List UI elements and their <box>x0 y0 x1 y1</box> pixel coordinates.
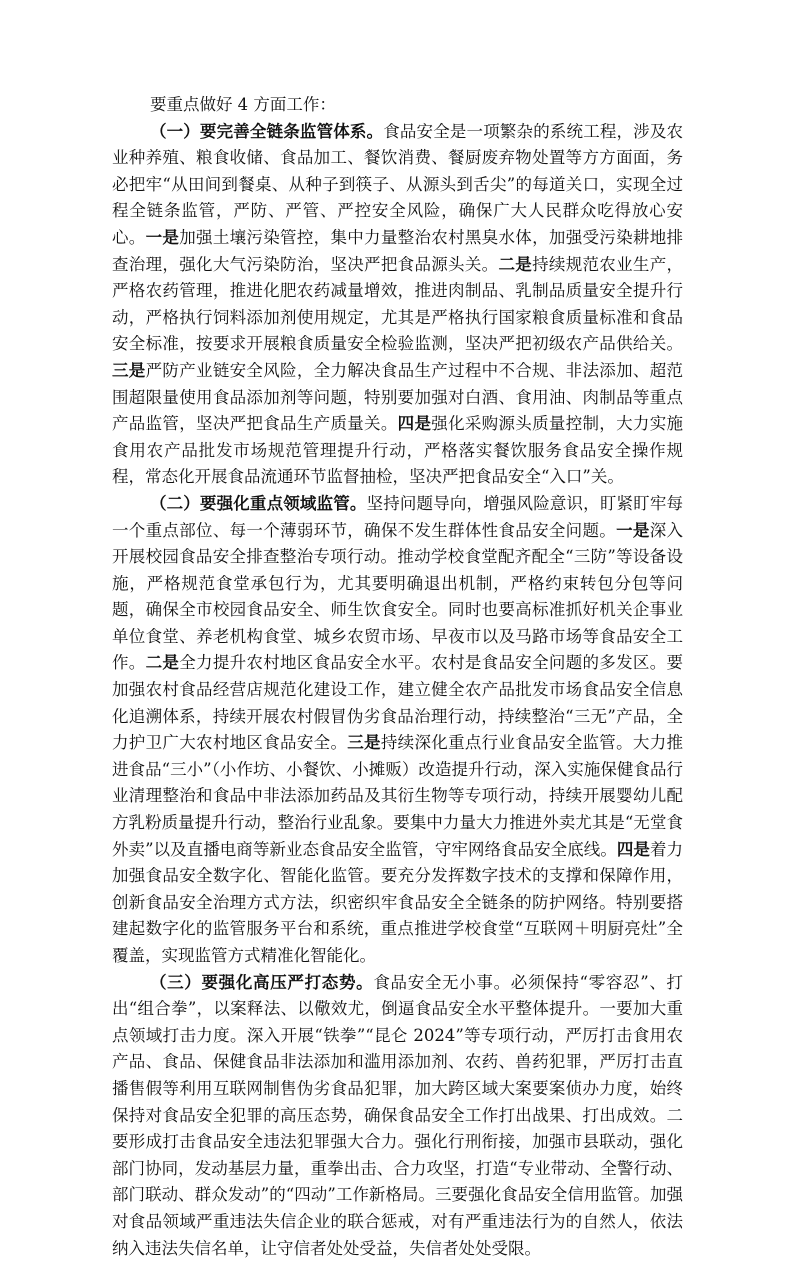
section-2-point-4-label: 四是 <box>616 839 650 859</box>
section-1-heading: （一）要完善全链条监管体系。 <box>149 121 384 141</box>
section-1-paragraph <box>112 119 683 491</box>
section-2-point-4-text: 着力加强食品安全数字化、智能化监管。要充分发挥数字技术的支撑和保障作用，创新食品安全治理方式方法，织密织牢食品安全全链条的防护网络。特别要搭建起数字化的监管服务平台和系统，重点推进学校食堂“互联网＋明厨亮灶”全覆盖，实现监管方式精准化智能化。 <box>112 839 684 965</box>
section-3-text: 食品安全无小事。必须保持“零容忍”、打出“组合拳”，以案释法、以儆效尤，倒逼食品安全水平整体提升。一要加大重点领域打击力度。深入开展“铁拳”“昆仑 2024”等专项行动，严厉打击食用农产品、食品、保健食品非法添加和滥用添加剂、农药、兽药犯罪，严厉打击直播售假等利用互联网制售伪劣食品犯罪，加大跨区域大案要案侦办力度，始终保持对食品安全犯罪的高压态势，确保食品安全工作打出战果、打出成效。二要形成打击食品安全违法犯罪强大合力。强化行刑衔接，加强市县联动，强化部门协同，发动基层力量，重拳出击、合力攻坚，打造“专业带动、全警行动、部门联动、群众发动”的“四动”工作新格局。三要强化食品安全信用监管。加强对食品领域严重违法失信企业的联合惩戒，对有严重违法行为的自然人，依法纳入违法失信名单，让守信者处处受益，失信者处处受限。 <box>112 972 684 1258</box>
section-2-paragraph <box>112 491 683 970</box>
section-3-heading: （三）要强化高压严打态势。 <box>149 972 374 992</box>
section-2-point-1-label: 一是 <box>616 520 650 540</box>
section-2-point-2-text: 全力提升农村地区食品安全水平。农村是食品安全问题的多发区。要加强农村食品经营店规范化建设工作，建立健全农产品批发市场食品安全信息化追溯体系，持续开展农村假冒伪劣食品治理行动，持续整治“三无”产品，全力护卫广大农村地区食品安全。 <box>112 653 684 753</box>
section-2-point-2-label: 二是 <box>145 653 180 673</box>
section-1-point-2-label: 二是 <box>498 254 533 274</box>
section-2-heading: （二）要强化重点领域监管。 <box>149 493 367 513</box>
section-1-point-4-label: 四是 <box>397 414 432 434</box>
section-1-point-3-label: 三是 <box>112 360 146 380</box>
section-1-point-1-text: 加强土壤污染管控，集中力量整治农村黑臭水体，加强受污染耕地排查治理，强化大气污染防治，坚决严把食品源头关。 <box>112 227 684 274</box>
section-2-point-3-text: 持续深化重点行业食品安全监管。大力推进食品“三小”（小作坊、小餐饮、小摊贩）改造提升行动，深入实施保健食品行业清理整治和食品中非法添加药品及其衍生物等专项行动，持续开展婴幼儿配方乳粉质量提升行动，整治行业乱象。要集中力量大力推进外卖尤其是“无堂食外卖”以及直播电商等新业态食品安全监管，守牢网络食品安全底线。 <box>112 733 684 859</box>
section-2-point-3-label: 三是 <box>347 733 381 753</box>
section-1-point-4-text: 强化采购源头质量控制，大力实施食用农产品批发市场规范管理提升行动，严格落实餐饮服务食品安全操作规程，常态化开展食品流通环节监督抽检，坚决严把食品安全“入口”关。 <box>112 414 684 487</box>
section-2-text: 坚持问题导向，增强风险意识，盯紧盯牢每一个重点部位、每一个薄弱环节，确保不发生群体性食品安全问题。 <box>112 493 684 540</box>
intro-line: 要重点做好 4 方面工作： <box>149 95 336 114</box>
section-1-text: 食品安全是一项繁杂的系统工程，涉及农业种养殖、粮食收储、食品加工、餐饮消费、餐厨废弃物处置等方方面面，务必把牢“从田间到餐桌、从种子到筷子、从源头到舌尖”的每道关口，实现全过程全链条监管，严防、严管、严控安全风险，确保广大人民群众吃得放心安心。 <box>112 121 684 247</box>
section-2-point-1-text: 深入开展校园食品安全排查整治专项行动。推动学校食堂配齐配全“三防”等设备设施，严格规范食堂承包行为，尤其要明确退出机制，严格约束转包分包等问题，确保全市校园食品安全、师生饮食安全。同时也要高标准抓好机关企事业单位食堂、养老机构食堂、城乡农贸市场、早夜市以及马路市场等食品安全工作。 <box>112 520 684 673</box>
section-1-point-1-label: 一是 <box>145 227 180 247</box>
section-1-point-2-text: 持续规范农业生产，严格农药管理，推进化肥农药减量增效，推进肉制品、乳制品质量安全提升行动，严格执行饲料添加剂使用规定，尤其是严格执行国家粮食质量标准和食品安全标准，按要求开展粮食质量安全检验监测，坚决严把初级农产品供给关。 <box>112 254 684 354</box>
section-3-paragraph <box>112 970 683 1262</box>
section-1-point-3-text: 严防产业链安全风险，全力解决食品生产过程中不合规、非法添加、超范围超限量使用食品添加剂等问题，特别要加强对白酒、食用油、肉制品等重点产品监管，坚决严把食品生产质量关。 <box>112 360 684 434</box>
document-body <box>112 92 683 1262</box>
